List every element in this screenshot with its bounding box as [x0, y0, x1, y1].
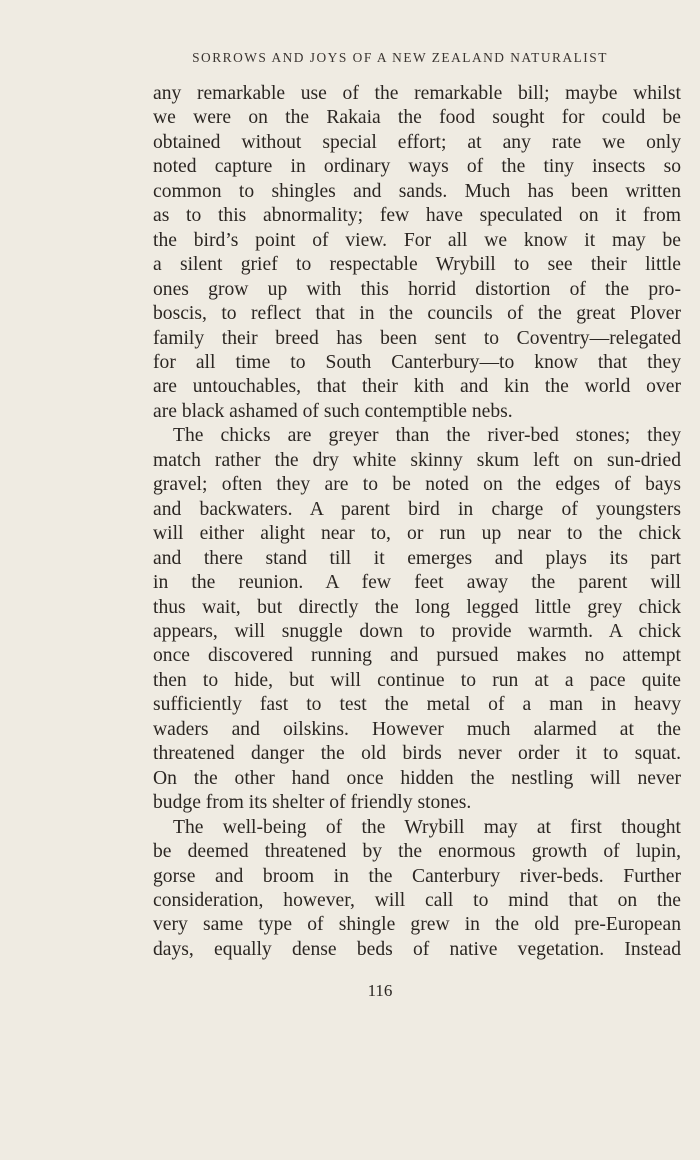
text-line: match rather the dry white skinny skum left on sun-dried	[153, 449, 681, 471]
text-line: gorse and broom in the Canterbury river-beds. Further	[153, 865, 681, 887]
text-line: a silent grief to respectable Wrybill to see their little	[153, 254, 681, 276]
text-line: gravel; often they are to be noted on the edges of bays	[153, 474, 681, 496]
text-line: for all time to South Canterbury—to know that they	[153, 351, 681, 373]
text-line: common to shingles and sands. Much has been written	[153, 180, 681, 202]
text-line: threatened danger the old birds never order it to squat.	[153, 743, 681, 765]
text-line: family their breed has been sent to Coventry—relegated	[153, 327, 681, 349]
page-number: 116	[367, 981, 393, 1000]
text-line: appears, will snuggle down to provide warmth. A chick	[153, 620, 681, 642]
text-line: once discovered running and pursued makes no attempt	[153, 645, 681, 667]
text-line: sufficiently fast to test the metal of a man in heavy	[153, 694, 681, 716]
text-line: The chicks are greyer than the river-bed stones; they	[173, 425, 681, 447]
text-line: are untouchables, that their kith and kin the world over	[153, 376, 681, 398]
text-line: will either alight near to, or run up near to the chick	[153, 523, 681, 545]
text-line: noted capture in ordinary ways of the tiny insects so	[153, 156, 681, 178]
text-line: On the other hand once hidden the nestling will never	[153, 767, 681, 789]
text-line: The well-being of the Wrybill may at first thought	[173, 816, 681, 838]
text-line: waders and oilskins. However much alarmed at the	[153, 718, 681, 740]
paragraph-1	[153, 82, 681, 424]
body-text	[153, 82, 681, 962]
text-line: budge from its shelter of friendly stones.	[153, 792, 472, 814]
text-line: then to hide, but will continue to run at a pace quite	[153, 669, 681, 691]
text-line: in the reunion. A few feet away the parent will	[153, 572, 681, 594]
text-line: consideration, however, will call to mind that on the	[153, 889, 681, 911]
text-line: as to this abnormality; few have speculated on it from	[153, 205, 681, 227]
running-head: SORROWS AND JOYS OF A NEW ZEALAND NATURALIST	[192, 50, 608, 65]
text-line: thus wait, but directly the long legged little grey chick	[153, 596, 681, 618]
text-line: any remarkable use of the remarkable bill; maybe whilst	[153, 83, 681, 104]
paragraph-2	[153, 424, 681, 815]
text-line: are black ashamed of such contemptible nebs.	[153, 400, 513, 422]
paragraph-3	[153, 816, 681, 963]
text-line: be deemed threatened by the enormous growth of lupin,	[153, 841, 681, 863]
text-line: and there stand till it emerges and plays its part	[153, 547, 681, 569]
text-line: and backwaters. A parent bird in charge of youngsters	[153, 498, 681, 520]
text-line: very same type of shingle grew in the old pre-European	[153, 914, 681, 936]
text-line: obtained without special effort; at any rate we only	[153, 131, 681, 153]
text-line: ones grow up with this horrid distortion of the pro-	[153, 278, 681, 300]
text-line: the bird’s point of view. For all we know it may be	[153, 229, 681, 251]
text-line: we were on the Rakaia the food sought for could be	[153, 107, 681, 129]
text-line: boscis, to reflect that in the councils of the great Plover	[153, 303, 681, 325]
text-line: days, equally dense beds of native vegetation. Instead	[153, 938, 681, 960]
